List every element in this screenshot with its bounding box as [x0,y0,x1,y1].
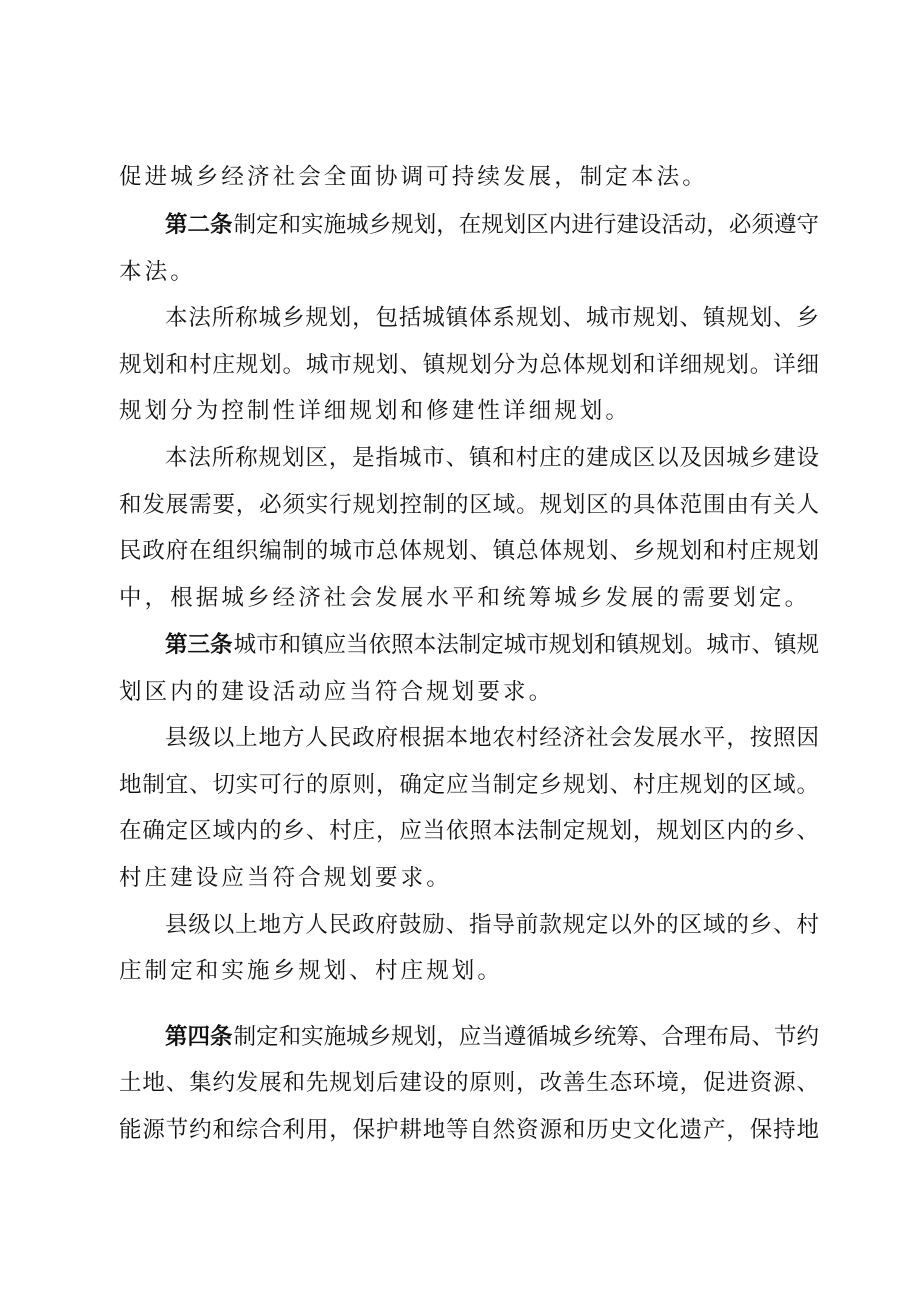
paragraph-line: 县级以上地方人民政府鼓励、指导前款规定以外的区域的乡、村 [165,912,819,938]
article-heading-line: 第二条制定和实施城乡规划，在规划区内进行建设活动，必须遵守 [165,212,819,238]
paragraph-line: 规划和村庄规划。城市规划、镇规划分为总体规划和详细规划。详细 [119,352,819,378]
paragraph-line: 民政府在组织编制的城市总体规划、镇总体规划、乡规划和村庄规划 [119,538,819,564]
paragraph-line: 本法。 [119,259,196,285]
article-number: 第三条 [165,632,233,658]
paragraph-line: 土地、集约发展和先规划后建设的原则，改善生态环境，促进资源、 [119,1070,819,1096]
paragraph-line: 中，根据城乡经济社会发展水平和统筹城乡发展的需要划定。 [119,585,811,611]
article-number: 第四条 [165,1024,233,1050]
paragraph-line: 地制宜、切实可行的原则，确定应当制定乡规划、村庄规划的区域。 [119,772,819,798]
paragraph-line: 本法所称城乡规划，包括城镇体系规划、城市规划、镇规划、乡 [165,305,819,331]
paragraph-line: 庄制定和实施乡规划、村庄规划。 [119,958,504,984]
paragraph-line: 和发展需要，必须实行规划控制的区域。规划区的具体范围由有关人 [119,492,819,518]
paragraph-line: 本法所称规划区，是指城市、镇和村庄的建成区以及因城乡建设 [165,445,819,471]
paragraph-line: 划区内的建设活动应当符合规划要求。 [119,679,555,705]
paragraph-line: 促进城乡经济社会全面协调可持续发展，制定本法。 [119,164,708,190]
article-number: 第二条 [165,212,233,238]
article-heading-line: 第四条制定和实施城乡规划，应当遵循城乡统筹、合理布局、节约 [165,1024,819,1050]
paragraph-line: 在确定区域内的乡、村庄，应当依照本法制定规划，规划区内的乡、 [119,818,819,844]
article-heading-line: 第三条城市和镇应当依照本法制定城市规划和镇规划。城市、镇规 [165,632,819,658]
paragraph-line: 县级以上地方人民政府根据本地农村经济社会发展水平，按照因 [165,725,819,751]
paragraph-line: 规划分为控制性详细规划和修建性详细规划。 [119,398,632,424]
paragraph-line: 村庄建设应当符合规划要求。 [119,865,452,891]
paragraph-line: 能源节约和综合利用，保护耕地等自然资源和历史文化遗产，保持地 [119,1117,819,1143]
